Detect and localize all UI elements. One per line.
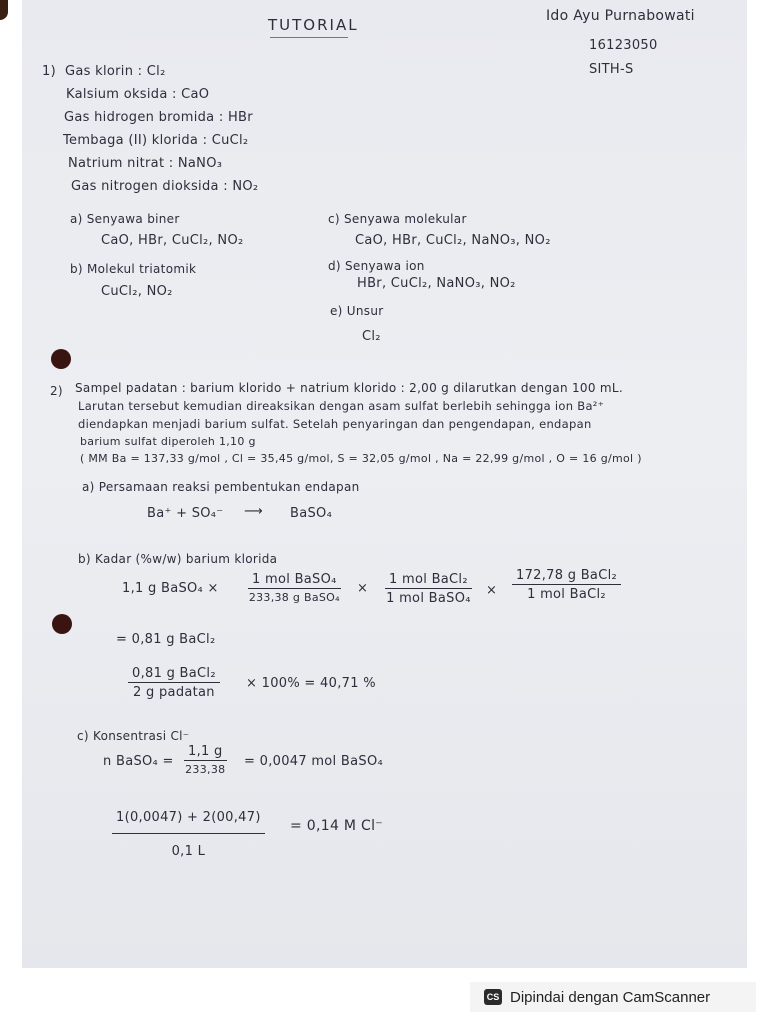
- q1-line: Natrium nitrat : NaNO₃: [68, 156, 223, 171]
- q1d-value: HBr, CuCl₂, NaNO₃, NO₂: [357, 276, 516, 291]
- student-program: SITH-S: [589, 62, 634, 77]
- fraction-denominator: 233,38 g BaSO₄: [248, 591, 340, 604]
- binder-hole: [51, 349, 71, 369]
- conversion-fraction: [385, 572, 472, 606]
- page-corner-shadow: [0, 0, 8, 20]
- title-underline: [270, 37, 348, 38]
- q1e-label: e) Unsur: [330, 304, 384, 318]
- fraction-numerator: 1 mol BaCl₂: [385, 572, 472, 589]
- q1a-label: a) Senyawa biner: [70, 212, 180, 226]
- q1e-value: Cl₂: [362, 329, 381, 344]
- q2b-result-mass: = 0,81 g BaCl₂: [116, 632, 216, 647]
- fraction-denominator: 2 g padatan: [133, 685, 215, 700]
- student-name: Ido Ayu Purnabowati: [546, 8, 695, 24]
- q1-line: Gas hidrogen bromida : HBr: [64, 110, 253, 125]
- times-sign: ×: [357, 581, 369, 596]
- q1b-label: b) Molekul triatomik: [70, 262, 197, 276]
- q2a-eq-right: BaSO₄: [290, 506, 333, 521]
- q1-line: Gas klorin : Cl₂: [65, 64, 166, 79]
- mole-fraction: [184, 744, 227, 776]
- q2-problem-line: Sampel padatan : barium klorido + natrium klorido : 2,00 g dilarutkan dengan 100 mL.: [75, 381, 623, 395]
- q2-number: 2): [50, 384, 63, 398]
- q2-problem-line: barium sulfat diperoleh 1,10 g: [80, 435, 256, 448]
- q2a-eq-left: Ba⁺ + SO₄⁻: [147, 506, 224, 521]
- q2a-eq-arrow: ⟶: [244, 504, 263, 519]
- camscanner-logo-icon: CS: [484, 989, 502, 1005]
- q1b-value: CuCl₂, NO₂: [101, 284, 173, 299]
- q2-problem-line: Larutan tersebut kemudian direaksikan dengan asam sulfat berlebih sehingga ion Ba²⁺: [78, 399, 605, 413]
- q1-line: Kalsium oksida : CaO: [66, 87, 210, 102]
- binder-hole: [52, 614, 72, 634]
- q1d-label: d) Senyawa ion: [328, 259, 425, 273]
- q1-line: Tembaga (II) klorida : CuCl₂: [63, 133, 249, 148]
- fraction-denominator: 1 mol BaCl₂: [527, 587, 606, 602]
- q2c-n-label: n BaSO₄ =: [103, 754, 174, 769]
- concentration-fraction: [112, 810, 265, 859]
- q2b-result-percent: × 100% = 40,71 %: [246, 676, 376, 691]
- fraction-numerator: 1,1 g: [184, 744, 227, 761]
- q1a-value: CaO, HBr, CuCl₂, NO₂: [101, 233, 244, 248]
- watermark-text: Dipindai dengan CamScanner: [510, 988, 711, 1006]
- conversion-fraction: [248, 572, 341, 604]
- q2b-label: b) Kadar (%w/w) barium klorida: [78, 552, 278, 566]
- q1-line: Gas nitrogen dioksida : NO₂: [71, 179, 259, 194]
- q2c-final-result: = 0,14 M Cl⁻: [290, 818, 383, 834]
- fraction-numerator: 172,78 g BaCl₂: [512, 568, 621, 585]
- fraction-numerator: 1 mol BaSO₄: [248, 572, 341, 589]
- q2b-start: 1,1 g BaSO₄ ×: [122, 581, 219, 596]
- times-sign: ×: [486, 583, 498, 598]
- q1c-value: CaO, HBr, CuCl₂, NaNO₃, NO₂: [355, 233, 551, 248]
- percent-fraction: [128, 666, 220, 700]
- camscanner-watermark: [470, 982, 756, 1012]
- q1-number: 1): [42, 64, 56, 79]
- q1c-label: c) Senyawa molekular: [328, 212, 467, 226]
- conversion-fraction: [512, 568, 621, 602]
- fraction-numerator: 0,81 g BaCl₂: [128, 666, 220, 683]
- fraction-numerator: 1(0,0047) + 2(00,47): [112, 810, 265, 834]
- q2-problem-line: diendapkan menjadi barium sulfat. Setelah penyaringan dan pengendapan, endapan: [78, 417, 592, 431]
- student-id: 16123050: [589, 38, 658, 53]
- fraction-denominator: 233,38: [185, 763, 226, 776]
- q2a-label: a) Persamaan reaksi pembentukan endapan: [82, 480, 360, 494]
- fraction-denominator: 0,1 L: [171, 844, 206, 859]
- q2c-n-result: = 0,0047 mol BaSO₄: [244, 754, 383, 769]
- q2c-label: c) Konsentrasi Cl⁻: [77, 729, 190, 743]
- page-title: TUTORIAL: [268, 16, 359, 34]
- q2-problem-line: ( MM Ba = 137,33 g/mol , Cl = 35,45 g/mol, S = 32,05 g/mol , Na = 22,99 g/mol , O = 16 g/mol ): [80, 452, 642, 465]
- fraction-denominator: 1 mol BaSO₄: [386, 591, 471, 606]
